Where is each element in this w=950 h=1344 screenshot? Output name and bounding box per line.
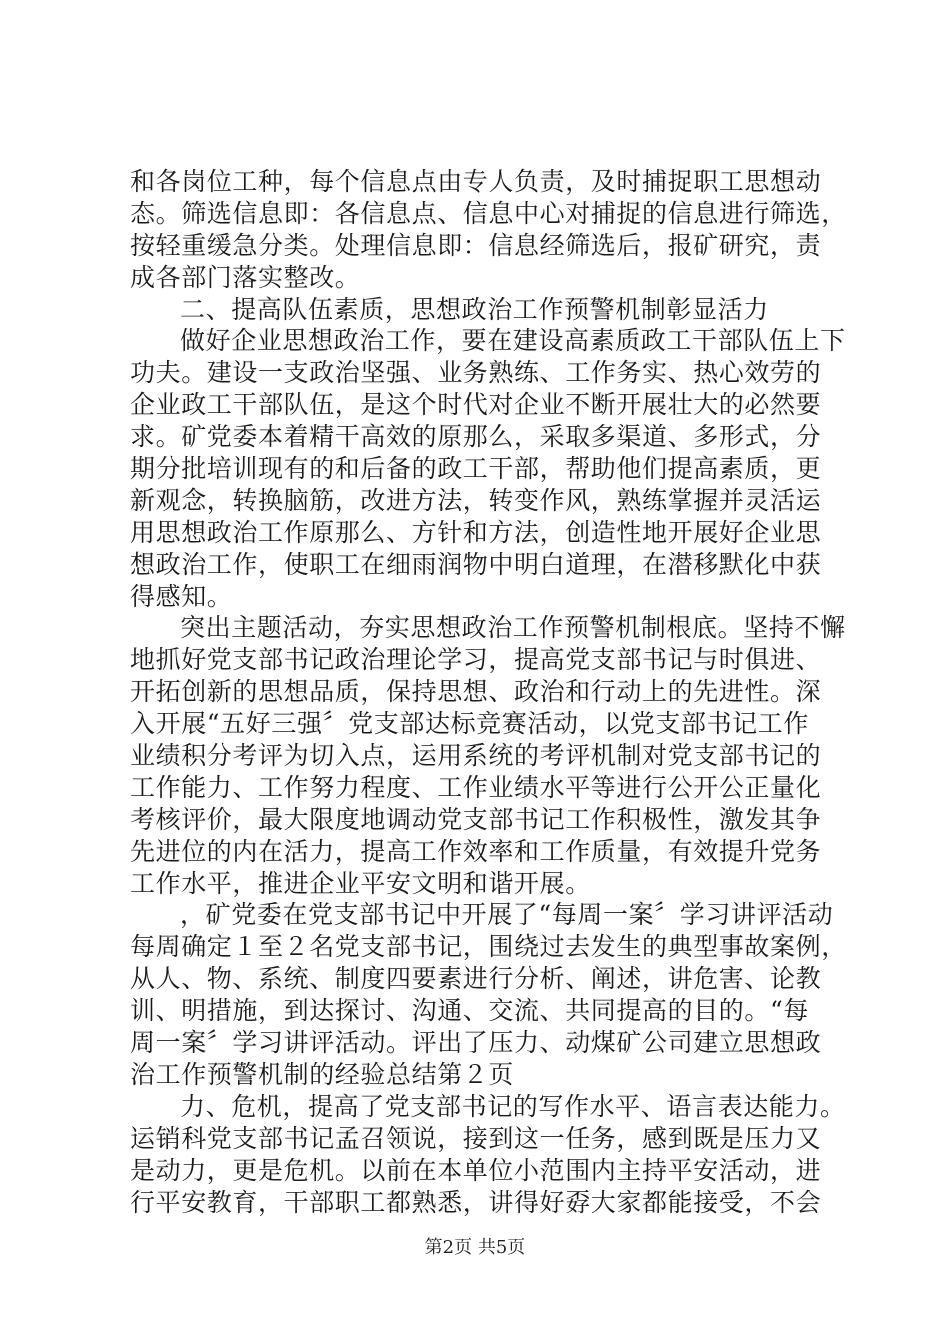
text-line: 先进位的内在活力，提高工作效率和工作质量，有效提升党务: [130, 836, 822, 866]
text-line: 和各岗位工种，每个信息点由专人负责，及时捕捉职工思想动: [130, 167, 822, 196]
text-line: ，矿党委在党支部书记中开展了“每周一案〞学习讲评活动: [180, 900, 834, 930]
text-line: 用思想政治工作原那么、方针和方法，创造性地开展好企业思: [130, 517, 822, 547]
text-line: 力、危机，提高了党支部书记的写作水平、语言表达能力。: [180, 1091, 846, 1121]
text-line: 突出主题活动，夯实思想政治工作预警机制根底。坚持不懈: [180, 613, 846, 643]
text-line: 从人、物、系统、制度四要素进行分析、阐述，讲危害、论教: [130, 964, 822, 994]
text-line: 工作能力、工作努力程度、工作业绩水平等进行公开公正量化: [130, 772, 822, 802]
text-line: 每周确定１至２名党支部书记，围绕过去发生的典型事故案例，: [130, 932, 847, 962]
page-number: 第2页 共5页: [424, 1237, 526, 1258]
text-line: 行平安教育，干部职工都熟悉，讲得好孬大家都能接受，不会: [130, 1187, 822, 1217]
text-line: 按轻重缓急分类。处理信息即：信息经筛选后，报矿研究，责: [130, 230, 822, 260]
page-footer: [0, 1236, 950, 1260]
text-line: 业绩积分考评为切入点，运用系统的考评机制对党支部书记的: [130, 741, 822, 771]
text-line: 运销科党支部书记孟召领说，接到这一任务，感到既是压力又: [130, 1123, 822, 1153]
text-line: 入开展“五好三强〞党支部达标竞赛活动，以党支部书记工作: [130, 709, 809, 739]
text-line: 成各部门落实整改。: [130, 262, 361, 292]
text-line: 开拓创新的思想品质，保持思想、政治和行动上的先进性。深: [130, 677, 822, 707]
text-line: 周一案〞学习讲评活动。评出了压力、动煤矿公司建立思想政: [130, 1028, 822, 1058]
text-line: 治工作预警机制的经验总结第２页: [130, 1059, 515, 1089]
text-line: 二、提高队伍素质，思想政治工作预警机制彰显活力: [180, 294, 769, 324]
text-line: 态。筛选信息即：各信息点、信息中心对捕捉的信息进行筛选，: [130, 198, 847, 228]
text-line: 企业政工干部队伍，是这个时代对企业不断开展壮大的必然要: [130, 390, 822, 420]
text-line: 训、明措施，到达探讨、沟通、交流、共同提高的目的。“每: [130, 996, 809, 1026]
text-line: 工作水平，推进企业平安文明和谐开展。: [130, 868, 591, 898]
text-line: 新观念，转换脑筋，改进方法，转变作风，熟练掌握并灵活运: [130, 485, 822, 515]
text-line: 功夫。建设一支政治坚强、业务熟练、工作务实、热心效劳的: [130, 358, 822, 388]
text-line: 求。矿党委本着精干高效的原那么，采取多渠道、多形式，分: [130, 422, 822, 452]
text-line: 地抓好党支部书记政治理论学习，提高党支部书记与时俱进、: [130, 645, 822, 675]
text-line: 想政治工作，使职工在细雨润物中明白道理，在潜移默化中获: [130, 549, 822, 579]
text-line: 是动力，更是危机。以前在本单位小范围内主持平安活动，进: [130, 1155, 822, 1185]
text-line: 做好企业思想政治工作，要在建设高素质政工干部队伍上下: [180, 326, 846, 356]
text-line: 得感知。: [130, 581, 233, 611]
text-line: 考核评价，最大限度地调动党支部书记工作积极性，激发其争: [130, 804, 822, 834]
document-body: [130, 166, 847, 1218]
text-line: 期分批培训现有的和后备的政工干部，帮助他们提高素质，更: [130, 454, 822, 484]
